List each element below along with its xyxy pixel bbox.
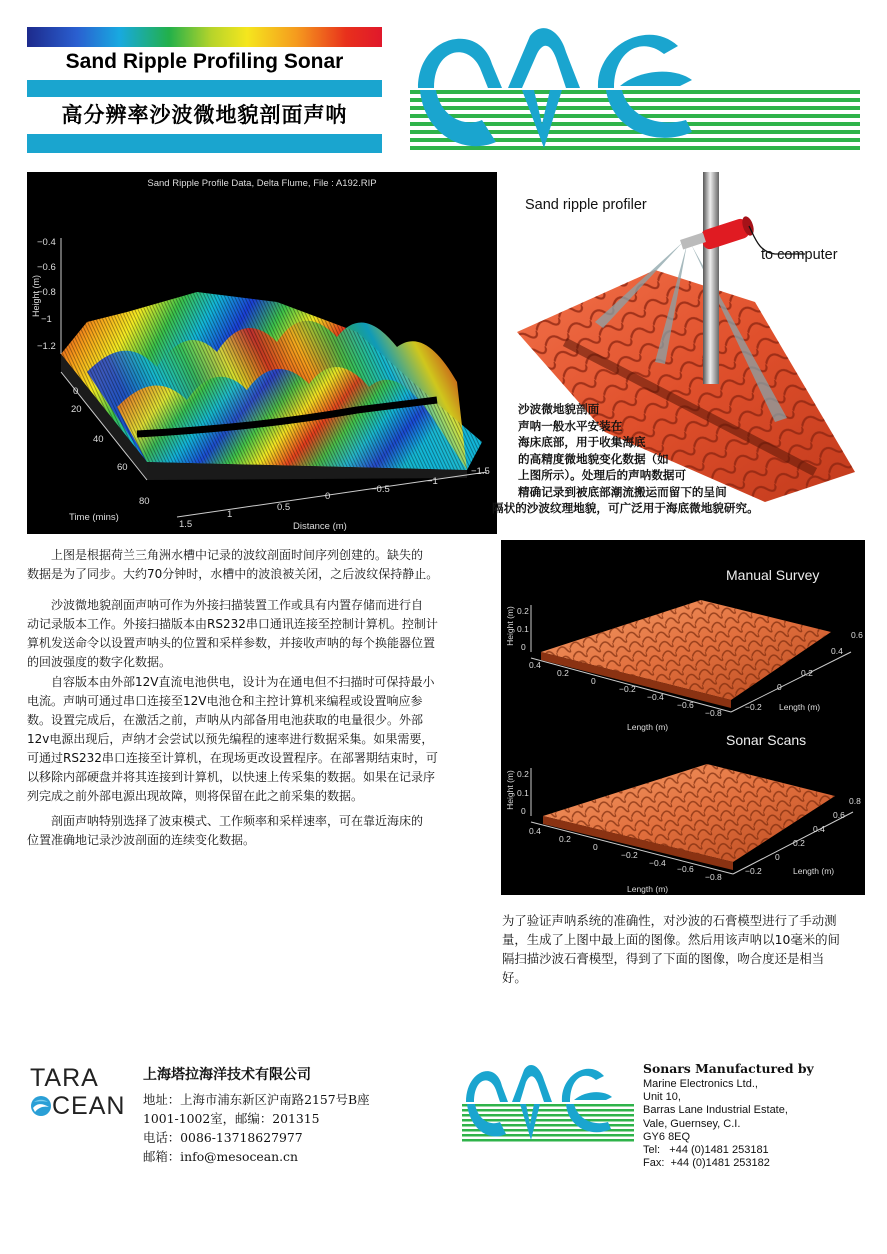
fig1-time-tick: 40 bbox=[93, 434, 104, 445]
width-tick: −0.4 bbox=[647, 692, 664, 702]
fig1-title: Sand Ripple Profile Data, Delta Flume, File : A192.RIP bbox=[147, 178, 377, 189]
length-tick: 0.4 bbox=[831, 646, 843, 656]
manufacturer-title: Sonars Manufactured by bbox=[643, 1061, 814, 1076]
fig1-time-tick: 0 bbox=[73, 386, 79, 397]
fig1-distance-axis-label: Distance (m) bbox=[293, 521, 347, 532]
height-tick: 0 bbox=[521, 806, 526, 816]
manual-survey-panel bbox=[505, 567, 863, 732]
length-tick: −0.2 bbox=[745, 866, 762, 876]
title-chinese: 高分辨率沙波微地貌剖面声呐 bbox=[61, 103, 348, 127]
length-tick: 0.6 bbox=[833, 810, 845, 820]
paragraph-1: 上图是根据荷兰三角洲水槽中记录的波纹剖面时间序列创建的。缺失的 数据是为了同步。大约70分钟时，水槽中的波浪被关闭，之后波纹保持静止。 bbox=[27, 548, 439, 581]
length-tick: 0.8 bbox=[849, 796, 861, 806]
length-tick: 0.6 bbox=[851, 630, 863, 640]
fig1-y-tick: −0.8 bbox=[37, 287, 56, 298]
height-tick: 0.2 bbox=[517, 769, 529, 779]
fig1-distance-tick: 0 bbox=[325, 491, 331, 502]
length-tick: −0.2 bbox=[745, 702, 762, 712]
fig1-time-tick: 60 bbox=[117, 462, 128, 473]
width-tick: −0.2 bbox=[621, 850, 638, 860]
fig1-y-tick: −1.2 bbox=[37, 341, 56, 352]
length-tick: 0.4 bbox=[813, 824, 825, 834]
width-tick: 0.2 bbox=[559, 834, 571, 844]
fig1-y-tick: −0.6 bbox=[37, 262, 56, 273]
mounting-pole bbox=[703, 172, 719, 384]
width-axis-label: Length (m) bbox=[627, 722, 669, 732]
width-axis-label: Length (m) bbox=[627, 884, 669, 894]
fig1-distance-tick: 0.5 bbox=[277, 502, 291, 513]
fig1-distance-tick: 1 bbox=[227, 509, 233, 520]
profiler-caption: 沙波微地貌剖面 声呐一般水平安装在 海床底部，用于收集海底 的高精度微地貌变化数据（如 上图所示）。处理后的声呐数据可 精确记录到被底部潮流搬运而留下的呈间 隔状的沙波纹理地貌，可广泛用于海底微地貌研究。 bbox=[492, 402, 759, 515]
height-tick: 0 bbox=[521, 642, 526, 652]
fig1-distance-tick: 1.5 bbox=[179, 519, 193, 530]
comparison-caption: 为了验证声呐系统的准确性，对沙波的石膏模型进行了手动测 量，生成了上图中最上面的图像。然后用该声呐以10毫米的间 隔扫描沙波石膏模型，得到了下面的图像，吻合度还是相当 好。 bbox=[502, 913, 840, 985]
fig1-distance-tick: −1.5 bbox=[471, 466, 490, 477]
height-axis-label: Height (m) bbox=[505, 606, 515, 646]
length-tick: 0.2 bbox=[793, 838, 805, 848]
header-rainbow-bar bbox=[27, 27, 382, 47]
logo-ocean-text: CEAN bbox=[52, 1092, 126, 1120]
manufacturer-info: Sonars Manufactured by Marine Electronics Ltd., Unit 10, Barras Lane Industrial Estate, Vale, Guernsey, C.I. GY6 8EQ Tel: +44 (0)1481 253181 Fax: +44 (0)1481 253182 bbox=[643, 1061, 814, 1170]
paragraph-3: 自容版本由外部12V直流电池供电，设计为在通电但不扫描时可保持最小 电流。声呐可通过串口连接至12V电池仓和主控计算机来编程或设置响应参 数。设置完成后，在激活之前，声呐从内部备用电池获取的电量很少。外部 12v电源出现后，声纳才会尝试以预先编程的速率进行数据采集。如果需要， 可通过RS232串口连接至计算机，在现场更改设置程序。在部署期结束时，可 以移除内部硬盘并将其连接到计算机，以快速上传采集的数据。如果在记录序 列完成之前外部电源出现故障，则将保留在此之前采集的数据。 bbox=[27, 675, 438, 803]
width-tick: −0.6 bbox=[677, 700, 694, 710]
height-tick: 0.2 bbox=[517, 606, 529, 616]
survey-comparison-figure bbox=[501, 540, 865, 895]
fig1-time-axis-label: Time (mins) bbox=[69, 512, 119, 523]
paragraph-4: 剖面声呐特别选择了波束模式、工作频率和采样速率，可在靠近海床的 位置准确地记录沙波剖面的连续变化数据。 bbox=[27, 814, 424, 847]
height-axis-label: Height (m) bbox=[505, 770, 515, 810]
fig1-distance-tick: −0.5 bbox=[371, 484, 390, 495]
paragraph-2: 沙波微地貌剖面声呐可作为外接扫描装置工作或具有内置存储而进行自 动记录版本工作。外接扫描版本由RS232串口通讯连接至控制计算机。控制计 算机发送命令以设置声呐头的位置和采样参数，并接收声呐的每个换能器位置 的回波强度的数字化数据。 bbox=[27, 598, 438, 669]
length-tick: 0.2 bbox=[801, 668, 813, 678]
company-address: 地址：上海市浦东新区沪南路2157号B座 1001-1002室，邮编：201315 电话：0086-13718627977 邮箱：info@mesocean.cn bbox=[143, 1092, 370, 1164]
sonar-scans-panel bbox=[505, 732, 861, 894]
width-tick: 0 bbox=[591, 676, 596, 686]
ocean-wave-icon bbox=[30, 1095, 52, 1117]
height-tick: 0.1 bbox=[517, 624, 529, 634]
fig1-time-tick: 80 bbox=[139, 496, 150, 507]
fig1-time-tick: 20 bbox=[71, 404, 82, 415]
width-tick: −0.2 bbox=[619, 684, 636, 694]
company-name: 上海塔拉海洋技术有限公司 bbox=[143, 1067, 311, 1083]
width-tick: −0.4 bbox=[649, 858, 666, 868]
panel-title: Manual Survey bbox=[726, 567, 820, 583]
label-profiler: Sand ripple profiler bbox=[525, 197, 647, 213]
tara-ocean-logo bbox=[30, 1064, 125, 1120]
label-to-computer: to computer bbox=[761, 247, 838, 263]
length-axis-label: Length (m) bbox=[793, 866, 835, 876]
logo-tara-text: TARA bbox=[30, 1064, 99, 1092]
header-cyan-bar-bottom bbox=[27, 134, 382, 153]
fig1-distance-tick: −1 bbox=[427, 476, 438, 487]
fig1-y-axis-label: Height (m) bbox=[31, 274, 41, 318]
mes-logo-footer bbox=[462, 1062, 634, 1148]
panel-title: Sonar Scans bbox=[726, 732, 807, 748]
length-tick: 0 bbox=[777, 682, 782, 692]
width-tick: −0.8 bbox=[705, 872, 722, 882]
width-tick: −0.8 bbox=[705, 708, 722, 718]
fig1-y-tick: −0.4 bbox=[37, 237, 56, 248]
width-tick: 0 bbox=[593, 842, 598, 852]
width-tick: 0.4 bbox=[529, 660, 541, 670]
mes-logo-header bbox=[410, 24, 860, 156]
height-tick: 0.1 bbox=[517, 788, 529, 798]
length-axis-label: Length (m) bbox=[779, 702, 821, 712]
width-tick: −0.6 bbox=[677, 864, 694, 874]
title-english: Sand Ripple Profiling Sonar bbox=[65, 50, 344, 73]
width-tick: 0.4 bbox=[529, 826, 541, 836]
ripple-profile-figure bbox=[27, 172, 497, 534]
length-tick: 0 bbox=[775, 852, 780, 862]
fig1-y-tick: −1 bbox=[41, 314, 52, 325]
header-cyan-bar-top bbox=[27, 80, 382, 97]
width-tick: 0.2 bbox=[557, 668, 569, 678]
